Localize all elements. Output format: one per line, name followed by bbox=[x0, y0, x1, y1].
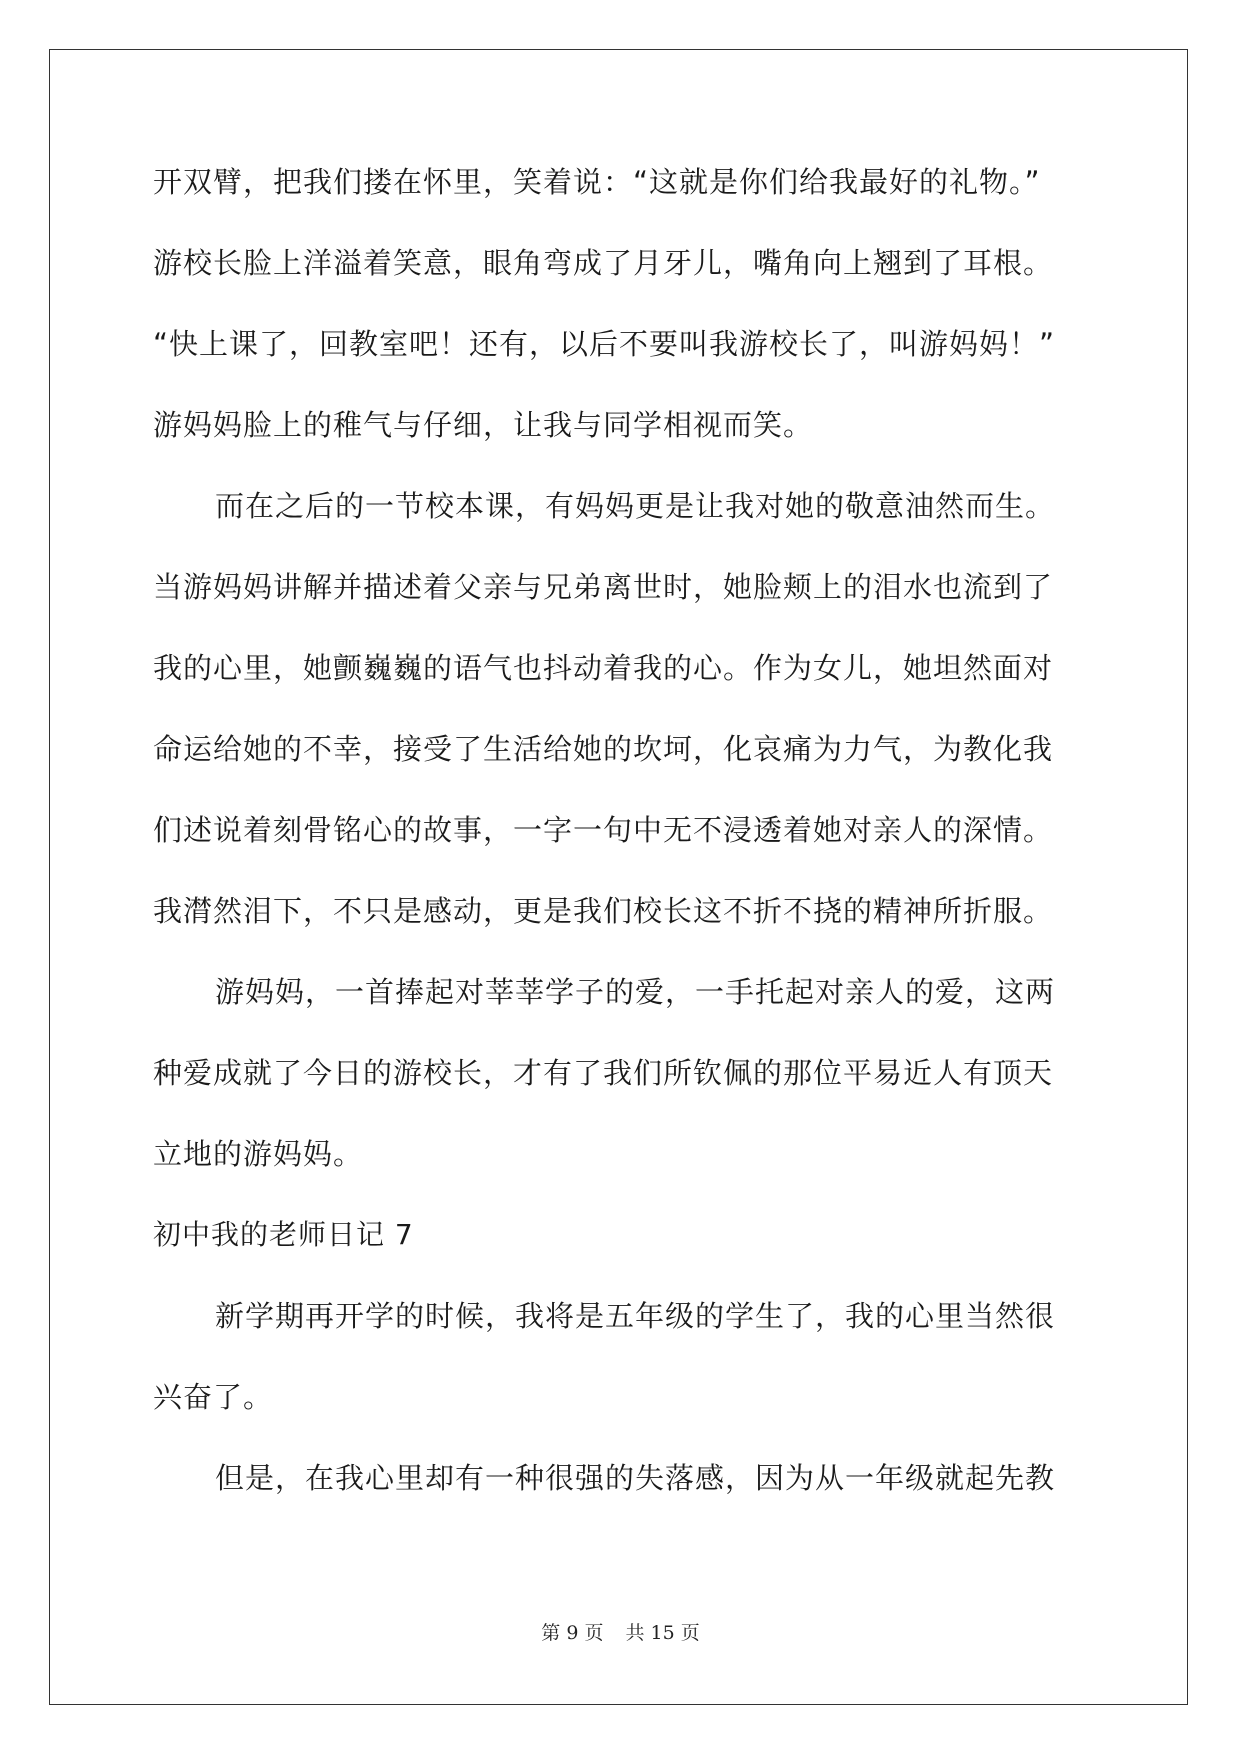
page-border bbox=[49, 49, 1188, 1705]
paragraph-start-line: 而在之后的一节校本课，有妈妈更是让我对她的敬意油然而生。 bbox=[215, 489, 1056, 523]
page-number-current: 第 9 页 bbox=[541, 1622, 604, 1644]
paragraph-start-line: 新学期再开学的时候，我将是五年级的学生了，我的心里当然很 bbox=[215, 1299, 1056, 1333]
text-line: 种爱成就了今日的游校长，才有了我们所钦佩的那位平易近人有顶天 bbox=[153, 1056, 1054, 1090]
paragraph-start-line: 游妈妈，一首捧起对莘莘学子的爱，一手托起对亲人的爱，这两 bbox=[215, 975, 1056, 1009]
text-line: 立地的游妈妈。 bbox=[153, 1137, 364, 1171]
page-footer bbox=[0, 1618, 1241, 1645]
page-number-total: 共 15 页 bbox=[625, 1622, 700, 1644]
text-line: 兴奋了。 bbox=[153, 1380, 274, 1414]
text-line: 开双臂，把我们搂在怀里，笑着说：“这就是你们给我最好的礼物。” bbox=[153, 165, 1041, 199]
text-line: 游校长脸上洋溢着笑意，眼角弯成了月牙儿，嘴角向上翘到了耳根。 bbox=[153, 246, 1054, 280]
text-line: 们述说着刻骨铭心的故事，一字一句中无不浸透着她对亲人的深情。 bbox=[153, 813, 1054, 847]
text-line: 我的心里，她颤巍巍的语气也抖动着我的心。作为女儿，她坦然面对 bbox=[153, 651, 1054, 685]
paragraph-start-line: 但是，在我心里却有一种很强的失落感，因为从一年级就起先教 bbox=[215, 1461, 1056, 1495]
text-line: “快上课了，回教室吧！还有，以后不要叫我游校长了，叫游妈妈！” bbox=[153, 327, 1056, 361]
text-line: 我潸然泪下，不只是感动，更是我们校长这不折不挠的精神所折服。 bbox=[153, 894, 1054, 928]
section-heading: 初中我的老师日记 7 bbox=[153, 1218, 414, 1251]
text-line: 命运给她的不幸，接受了生活给她的坎坷，化哀痛为力气，为教化我 bbox=[153, 732, 1054, 766]
text-line: 当游妈妈讲解并描述着父亲与兄弟离世时，她脸颊上的泪水也流到了 bbox=[153, 570, 1054, 604]
text-line: 游妈妈脸上的稚气与仔细，让我与同学相视而笑。 bbox=[153, 408, 814, 442]
